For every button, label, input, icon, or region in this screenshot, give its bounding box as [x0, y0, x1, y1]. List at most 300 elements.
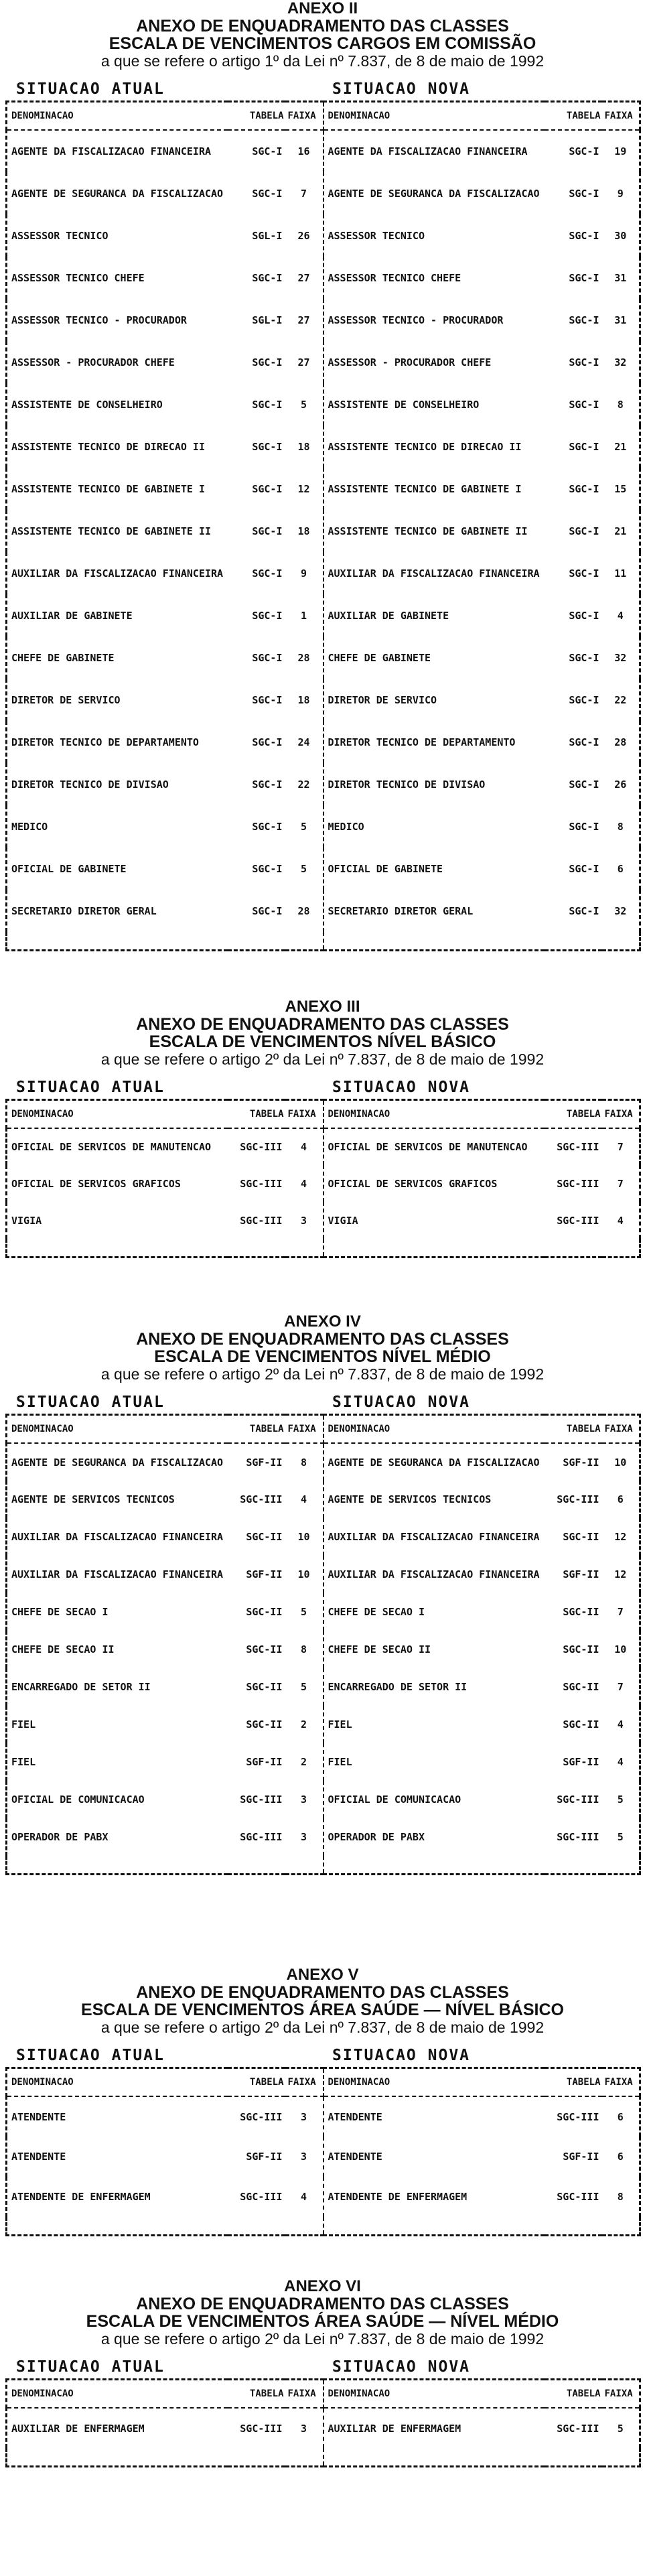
current-denomination: ASSESSOR TECNICO CHEFE — [11, 271, 145, 284]
spacer-cell — [285, 2448, 324, 2467]
current-table-code: SGF-II — [246, 2151, 283, 2163]
new-band: 30 — [614, 229, 627, 242]
header-denomination: DENOMINACAO — [7, 102, 228, 131]
spacer-cell — [324, 1856, 545, 1875]
header-table: TABELA — [545, 2068, 602, 2097]
current-situation-label: SITUACAO ATUAL — [16, 1394, 165, 1411]
table-row — [7, 552, 640, 594]
new-denomination: SECRETARIO DIRETOR GERAL — [328, 904, 474, 917]
situation-labels — [5, 70, 640, 100]
new-denomination: AGENTE DE SERVICOS TECNICOS — [328, 1493, 492, 1505]
annex-heading: ANEXO DE ENQUADRAMENTO DAS CLASSES — [136, 17, 509, 36]
current-denomination: AUXILIAR DA FISCALIZACAO FINANCEIRA — [11, 567, 224, 580]
new-denomination: OPERADOR DE PABX — [328, 1831, 425, 1843]
table-row — [7, 2137, 640, 2177]
spacer-cell — [7, 2217, 228, 2236]
spacer-cell — [602, 1239, 640, 1258]
annex-reference: a que se refere o artigo 2º da Lei nº 7.837, de 8 de maio de 1992 — [100, 1050, 545, 1068]
table-row — [7, 468, 640, 510]
table-row — [7, 1668, 640, 1706]
new-table-code: SGC-I — [569, 567, 599, 580]
new-table-code: SGF-II — [563, 2151, 599, 2163]
current-table-code: SGC-I — [252, 567, 283, 580]
spacer-cell — [545, 1239, 602, 1258]
current-band: 27 — [285, 341, 324, 383]
annex-6 — [5, 2278, 640, 2467]
current-band: 2 — [285, 1706, 324, 1743]
spacer-cell — [228, 1856, 285, 1875]
table-row — [7, 636, 640, 679]
classification-table — [5, 100, 641, 951]
current-situation-label: SITUACAO ATUAL — [16, 2358, 165, 2376]
current-band: 3 — [285, 1781, 324, 1818]
spacer-cell — [545, 932, 602, 951]
new-table-code: SGC-II — [563, 1643, 599, 1655]
header-band: FAIXA — [285, 102, 324, 131]
current-band: 9 — [285, 552, 324, 594]
annex-title: ANEXO IV — [284, 1312, 361, 1331]
new-band: 4 — [617, 1214, 624, 1227]
new-band: 31 — [614, 314, 627, 326]
current-band: 28 — [285, 636, 324, 679]
new-table-code: SGC-I — [569, 482, 599, 495]
current-denomination: CHEFE DE SECAO I — [11, 1606, 109, 1618]
annex-heading: ANEXO DE ENQUADRAMENTO DAS CLASSES — [136, 1983, 509, 2002]
current-band: 18 — [285, 425, 324, 468]
new-denomination: ATENDENTE — [328, 2110, 382, 2123]
header-denomination: DENOMINACAO — [7, 2068, 228, 2097]
current-table-code: SGC-I — [252, 482, 283, 495]
current-denomination: AGENTE DE SEGURANCA DA FISCALIZACAO — [11, 1456, 224, 1469]
new-denomination: ASSISTENTE TECNICO DE GABINETE I — [328, 482, 522, 495]
table-row — [7, 721, 640, 763]
current-table-code: SGC-I — [252, 440, 283, 453]
current-band: 3 — [285, 1818, 324, 1856]
header-table: TABELA — [545, 1100, 602, 1129]
table-row — [7, 763, 640, 805]
situation-labels — [5, 2348, 640, 2378]
current-band: 5 — [285, 1668, 324, 1706]
table-row — [7, 1165, 640, 1202]
current-table-code: SGC-III — [240, 1214, 283, 1227]
annex-heading: ANEXO DE ENQUADRAMENTO DAS CLASSES — [136, 1015, 509, 1034]
current-situation-label: SITUACAO ATUAL — [16, 80, 165, 98]
table-row — [7, 1743, 640, 1781]
new-table-code: SGF-II — [563, 1756, 599, 1768]
new-denomination: OFICIAL DE SERVICOS GRAFICOS — [328, 1177, 498, 1190]
spacer-cell — [602, 2448, 640, 2467]
new-band: 10 — [614, 1456, 627, 1469]
annex-header — [5, 2278, 640, 2348]
classification-table — [5, 2378, 641, 2467]
current-band: 18 — [285, 510, 324, 552]
current-table-code: SGC-I — [252, 398, 283, 411]
table-row — [7, 1443, 640, 1481]
header-band: FAIXA — [602, 102, 640, 131]
new-band: 7 — [617, 1606, 624, 1618]
classification-table — [5, 1099, 641, 1258]
current-band: 3 — [285, 1202, 324, 1239]
table-row — [7, 1818, 640, 1856]
current-table-code: SGC-I — [252, 187, 283, 200]
new-denomination: CHEFE DE GABINETE — [328, 651, 431, 664]
annex-reference: a que se refere o artigo 2º da Lei nº 7.837, de 8 de maio de 1992 — [100, 2019, 545, 2036]
new-band: 5 — [617, 1793, 624, 1806]
header-denomination: DENOMINACAO — [7, 1415, 228, 1444]
spacer-cell — [545, 2217, 602, 2236]
current-denomination: ASSISTENTE TECNICO DE GABINETE I — [11, 482, 205, 495]
header-table: TABELA — [545, 102, 602, 131]
spacer-cell — [285, 932, 324, 951]
header-denomination: DENOMINACAO — [324, 2380, 545, 2409]
annex-5 — [5, 1966, 640, 2236]
new-table-code: SGC-III — [557, 1177, 599, 1190]
new-band: 4 — [617, 609, 624, 622]
current-denomination: ATENDENTE — [11, 2110, 66, 2123]
annex-subheading: ESCALA DE VENCIMENTOS CARGOS EM COMISSÃO — [109, 34, 536, 53]
table-row — [7, 1128, 640, 1165]
new-band: 10 — [614, 1643, 627, 1655]
new-band: 9 — [617, 187, 624, 200]
new-denomination: OFICIAL DE COMUNICACAO — [328, 1793, 461, 1806]
annex-header — [5, 1966, 640, 2036]
spacer-cell — [7, 932, 228, 951]
new-table-code: SGC-I — [569, 187, 599, 200]
new-denomination: ASSESSOR TECNICO CHEFE — [328, 271, 461, 284]
new-band: 8 — [617, 398, 624, 411]
new-situation-label: SITUACAO NOVA — [332, 1394, 471, 1411]
new-situation-label: SITUACAO NOVA — [332, 2358, 471, 2376]
annex-heading: ANEXO DE ENQUADRAMENTO DAS CLASSES — [136, 1330, 509, 1349]
header-table: TABELA — [545, 2380, 602, 2409]
situation-labels — [5, 2036, 640, 2067]
header-band: FAIXA — [602, 1100, 640, 1129]
current-band: 10 — [285, 1556, 324, 1593]
current-denomination: CHEFE DE SECAO II — [11, 1643, 115, 1655]
current-denomination: ASSESSOR TECNICO - PROCURADOR — [11, 314, 187, 326]
current-denomination: OFICIAL DE SERVICOS DE MANUTENCAO — [11, 1141, 212, 1153]
current-denomination: FIEL — [11, 1756, 36, 1768]
new-table-code: SGC-I — [569, 525, 599, 537]
current-table-code: SGC-III — [240, 2110, 283, 2123]
new-denomination: DIRETOR TECNICO DE DIVISAO — [328, 778, 486, 791]
current-table-code: SGF-II — [246, 1456, 283, 1469]
table-row — [7, 1481, 640, 1518]
current-table-code: SGC-III — [240, 1141, 283, 1153]
current-band: 7 — [285, 172, 324, 214]
annex-subheading: ESCALA DE VENCIMENTOS NÍVEL BÁSICO — [149, 1032, 496, 1051]
new-table-code: SGC-I — [569, 862, 599, 875]
new-table-code: SGC-III — [557, 1831, 599, 1843]
table-row — [7, 2408, 640, 2448]
table-row — [7, 1781, 640, 1818]
current-band: 27 — [285, 257, 324, 299]
new-table-code: SGC-III — [557, 2110, 599, 2123]
current-band: 28 — [285, 890, 324, 932]
current-denomination: VIGIA — [11, 1214, 42, 1227]
current-denomination: ENCARREGADO DE SETOR II — [11, 1681, 151, 1693]
new-table-code: SGF-II — [563, 1568, 599, 1580]
new-denomination: AUXILIAR DA FISCALIZACAO FINANCEIRA — [328, 567, 540, 580]
current-denomination: ATENDENTE DE ENFERMAGEM — [11, 2191, 151, 2203]
spacer-cell — [545, 1856, 602, 1875]
header-table: TABELA — [228, 102, 285, 131]
new-denomination: ASSISTENTE TECNICO DE DIRECAO II — [328, 440, 522, 453]
table-row — [7, 890, 640, 932]
new-situation-label: SITUACAO NOVA — [332, 80, 471, 98]
spacer-cell — [324, 932, 545, 951]
annex-title: ANEXO VI — [284, 2277, 361, 2295]
header-band: FAIXA — [285, 2380, 324, 2409]
new-table-code: SGF-II — [563, 1456, 599, 1469]
current-band: 8 — [285, 1443, 324, 1481]
current-band: 5 — [285, 1593, 324, 1631]
classification-table — [5, 2067, 641, 2236]
new-table-code: SGC-I — [569, 904, 599, 917]
new-table-code: SGC-I — [569, 314, 599, 326]
current-band: 4 — [285, 2177, 324, 2217]
current-table-code: SGC-I — [252, 271, 283, 284]
table-header-row — [7, 1100, 640, 1129]
current-table-code: SGL-I — [252, 314, 283, 326]
current-band: 2 — [285, 1743, 324, 1781]
new-table-code: SGC-I — [569, 609, 599, 622]
new-denomination: ASSESSOR TECNICO - PROCURADOR — [328, 314, 504, 326]
table-row — [7, 1706, 640, 1743]
new-table-code: SGC-III — [557, 2422, 599, 2435]
current-situation-label: SITUACAO ATUAL — [16, 1079, 165, 1096]
new-band: 6 — [617, 1493, 624, 1505]
table-row — [7, 341, 640, 383]
spacer-cell — [285, 1856, 324, 1875]
table-header-row — [7, 2068, 640, 2097]
new-band: 7 — [617, 1177, 624, 1190]
table-row — [7, 1593, 640, 1631]
new-band: 11 — [614, 567, 627, 580]
new-denomination: CHEFE DE SECAO II — [328, 1643, 431, 1655]
table-row — [7, 2096, 640, 2137]
table-row — [7, 1556, 640, 1593]
table-row — [7, 214, 640, 257]
current-denomination: OFICIAL DE SERVICOS GRAFICOS — [11, 1177, 181, 1190]
new-denomination: AUXILIAR DE GABINETE — [328, 609, 449, 622]
header-denomination: DENOMINACAO — [324, 2068, 545, 2097]
new-denomination: ATENDENTE — [328, 2151, 382, 2163]
current-table-code: SGC-III — [240, 1493, 283, 1505]
annex-title: ANEXO V — [286, 1966, 359, 1984]
spacer-cell — [7, 2448, 228, 2467]
current-denomination: DIRETOR DE SERVICO — [11, 693, 121, 706]
table-row — [7, 805, 640, 848]
new-table-code: SGC-II — [563, 1718, 599, 1731]
new-band: 31 — [614, 271, 627, 284]
current-table-code: SGC-III — [240, 1177, 283, 1190]
table-row — [7, 172, 640, 214]
new-denomination: AGENTE DE SEGURANCA DA FISCALIZACAO — [328, 187, 540, 200]
current-table-code: SGF-II — [246, 1568, 283, 1580]
new-denomination: AUXILIAR DA FISCALIZACAO FINANCEIRA — [328, 1531, 540, 1543]
new-table-code: SGC-I — [569, 229, 599, 242]
new-band: 32 — [614, 904, 627, 917]
new-table-code: SGC-I — [569, 820, 599, 833]
new-band: 5 — [617, 1831, 624, 1843]
new-table-code: SGC-III — [557, 1793, 599, 1806]
annex-subheading: ESCALA DE VENCIMENTOS ÁREA SAÚDE — NÍVEL MÉDIO — [86, 2312, 559, 2331]
header-band: FAIXA — [285, 2068, 324, 2097]
new-band: 5 — [617, 2422, 624, 2435]
current-table-code: SGC-II — [246, 1606, 283, 1618]
current-denomination: MEDICO — [11, 820, 48, 833]
current-table-code: SGC-I — [252, 356, 283, 368]
current-band: 8 — [285, 1631, 324, 1668]
new-situation-label: SITUACAO NOVA — [332, 2047, 471, 2064]
current-table-code: SGC-II — [246, 1718, 283, 1731]
header-denomination: DENOMINACAO — [324, 1415, 545, 1444]
annex-2 — [5, 0, 640, 951]
new-band: 7 — [617, 1681, 624, 1693]
current-denomination: ASSISTENTE TECNICO DE DIRECAO II — [11, 440, 205, 453]
new-denomination: ASSISTENTE TECNICO DE GABINETE II — [328, 525, 528, 537]
current-band: 22 — [285, 763, 324, 805]
current-denomination: ASSESSOR - PROCURADOR CHEFE — [11, 356, 175, 368]
table-row — [7, 130, 640, 172]
current-table-code: SGC-I — [252, 904, 283, 917]
table-row — [7, 2177, 640, 2217]
annex-subheading: ESCALA DE VENCIMENTOS ÁREA SAÚDE — NÍVEL BÁSICO — [81, 2001, 564, 2019]
new-denomination: DIRETOR TECNICO DE DEPARTAMENTO — [328, 736, 516, 748]
table-row — [7, 679, 640, 721]
table-row — [7, 594, 640, 636]
new-band: 32 — [614, 651, 627, 664]
current-denomination: AGENTE DA FISCALIZACAO FINANCEIRA — [11, 145, 212, 157]
current-table-code: SGC-I — [252, 693, 283, 706]
new-table-code: SGC-I — [569, 736, 599, 748]
new-denomination: OFICIAL DE GABINETE — [328, 862, 443, 875]
new-band: 12 — [614, 1531, 627, 1543]
table-header-row — [7, 1415, 640, 1444]
new-band: 26 — [614, 778, 627, 791]
current-band: 27 — [285, 299, 324, 341]
new-band: 8 — [617, 820, 624, 833]
current-denomination: OFICIAL DE COMUNICACAO — [11, 1793, 145, 1806]
new-table-code: SGC-I — [569, 651, 599, 664]
new-band: 4 — [617, 1718, 624, 1731]
new-table-code: SGC-III — [557, 1141, 599, 1153]
new-table-code: SGC-III — [557, 2191, 599, 2203]
new-denomination: AGENTE DA FISCALIZACAO FINANCEIRA — [328, 145, 528, 157]
spacer-cell — [285, 2217, 324, 2236]
header-denomination: DENOMINACAO — [7, 2380, 228, 2409]
current-table-code: SGC-I — [252, 525, 283, 537]
new-denomination: AUXILIAR DE ENFERMAGEM — [328, 2422, 461, 2435]
current-denomination: CHEFE DE GABINETE — [11, 651, 115, 664]
current-band: 5 — [285, 383, 324, 425]
spacer-cell — [324, 2448, 545, 2467]
current-band: 3 — [285, 2096, 324, 2137]
spacer-cell — [228, 2217, 285, 2236]
current-table-code: SGC-I — [252, 145, 283, 157]
new-table-code: SGC-I — [569, 145, 599, 157]
current-denomination: DIRETOR TECNICO DE DEPARTAMENTO — [11, 736, 199, 748]
new-band: 8 — [617, 2191, 624, 2203]
header-band: FAIXA — [602, 2380, 640, 2409]
current-table-code: SGC-I — [252, 820, 283, 833]
table-header-row — [7, 102, 640, 131]
table-row — [7, 1202, 640, 1239]
current-band: 3 — [285, 2137, 324, 2177]
current-table-code: SGL-I — [252, 229, 283, 242]
spacer-cell — [545, 2448, 602, 2467]
current-denomination: DIRETOR TECNICO DE DIVISAO — [11, 778, 169, 791]
new-table-code: SGC-III — [557, 1493, 599, 1505]
current-band: 4 — [285, 1481, 324, 1518]
header-denomination: DENOMINACAO — [324, 102, 545, 131]
new-band: 7 — [617, 1141, 624, 1153]
current-table-code: SGC-II — [246, 1531, 283, 1543]
table-header-row — [7, 2380, 640, 2409]
current-table-code: SGC-III — [240, 2191, 283, 2203]
new-band: 6 — [617, 2151, 624, 2163]
current-denomination: OPERADOR DE PABX — [11, 1831, 109, 1843]
new-denomination: MEDICO — [328, 820, 364, 833]
spacer-cell — [228, 1239, 285, 1258]
new-denomination: ASSESSOR - PROCURADOR CHEFE — [328, 356, 492, 368]
new-denomination: ASSISTENTE DE CONSELHEIRO — [328, 398, 480, 411]
current-band: 24 — [285, 721, 324, 763]
new-denomination: AUXILIAR DA FISCALIZACAO FINANCEIRA — [328, 1568, 540, 1580]
annex-header — [5, 998, 640, 1068]
current-band: 5 — [285, 848, 324, 890]
new-denomination: CHEFE DE SECAO I — [328, 1606, 425, 1618]
annex-reference: a que se refere o artigo 2º da Lei nº 7.837, de 8 de maio de 1992 — [100, 1365, 545, 1383]
new-denomination: VIGIA — [328, 1214, 358, 1227]
current-band: 4 — [285, 1128, 324, 1165]
spacer-cell — [602, 2217, 640, 2236]
header-band: FAIXA — [285, 1415, 324, 1444]
table-spacer-row — [7, 932, 640, 951]
table-row — [7, 383, 640, 425]
current-denomination: AGENTE DE SEGURANCA DA FISCALIZACAO — [11, 187, 224, 200]
annex-title: ANEXO II — [287, 0, 358, 17]
current-band: 1 — [285, 594, 324, 636]
new-band: 32 — [614, 356, 627, 368]
spacer-cell — [7, 1856, 228, 1875]
current-band: 18 — [285, 679, 324, 721]
table-spacer-row — [7, 2448, 640, 2467]
annex-subheading: ESCALA DE VENCIMENTOS NÍVEL MÉDIO — [154, 1347, 491, 1366]
table-row — [7, 510, 640, 552]
current-band: 12 — [285, 468, 324, 510]
new-denomination: OFICIAL DE SERVICOS DE MANUTENCAO — [328, 1141, 528, 1153]
spacer-cell — [228, 932, 285, 951]
table-spacer-row — [7, 2217, 640, 2236]
new-band: 21 — [614, 440, 627, 453]
current-denomination: AUXILIAR DA FISCALIZACAO FINANCEIRA — [11, 1531, 224, 1543]
situation-labels — [5, 1383, 640, 1414]
new-denomination: ATENDENTE DE ENFERMAGEM — [328, 2191, 468, 2203]
current-denomination: ATENDENTE — [11, 2151, 66, 2163]
header-table: TABELA — [228, 1415, 285, 1444]
new-band: 6 — [617, 2110, 624, 2123]
annex-heading: ANEXO DE ENQUADRAMENTO DAS CLASSES — [136, 2295, 509, 2313]
header-band: FAIXA — [285, 1100, 324, 1129]
new-table-code: SGC-I — [569, 778, 599, 791]
current-denomination: ASSISTENTE DE CONSELHEIRO — [11, 398, 163, 411]
new-table-code: SGC-II — [563, 1681, 599, 1693]
new-denomination: ASSESSOR TECNICO — [328, 229, 425, 242]
spacer-cell — [228, 2448, 285, 2467]
current-table-code: SGC-I — [252, 736, 283, 748]
